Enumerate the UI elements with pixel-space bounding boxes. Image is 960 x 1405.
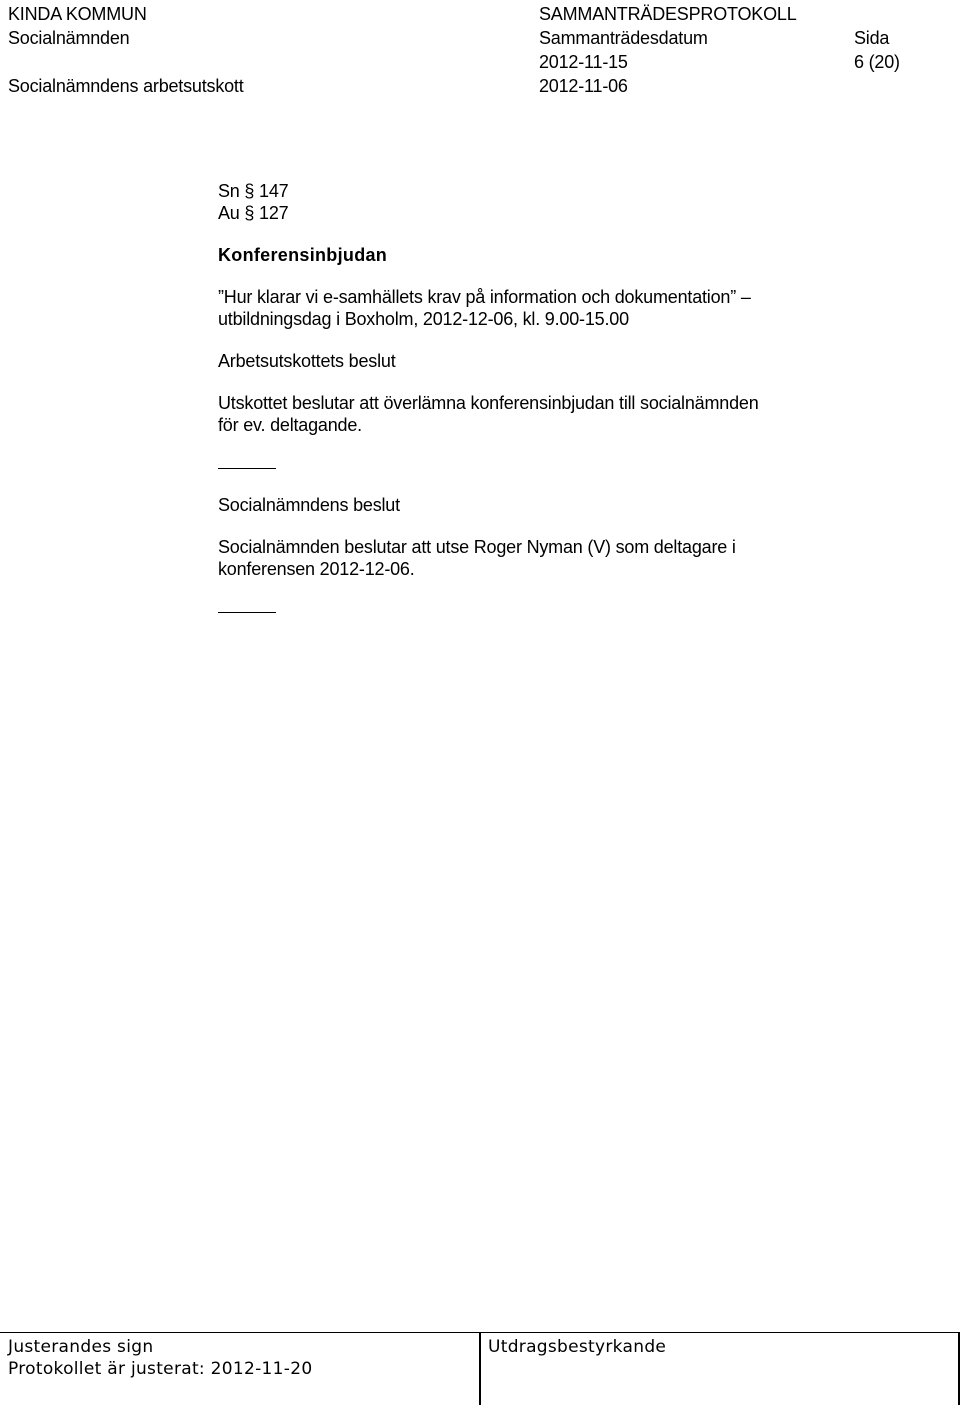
subcommittee-name: Socialnämndens arbetsutskott: [8, 76, 244, 96]
footer-edge: [958, 1333, 960, 1405]
meeting-date-label: Sammanträdesdatum: [539, 28, 708, 48]
sn-decision-line-1: Socialnämnden beslutar att utse Roger Nyman (V) som deltagare i: [218, 537, 736, 557]
document-type: SAMMANTRÄDESPROTOKOLL: [539, 4, 797, 24]
sn-reference: Sn § 147: [218, 181, 289, 201]
page-number: 6 (20): [854, 52, 900, 72]
agenda-item: [218, 180, 858, 618]
extract-label: Utdragsbestyrkande: [488, 1337, 667, 1357]
committee-name: Socialnämnden: [8, 28, 130, 48]
sn-decision-heading: Socialnämndens beslut: [218, 495, 400, 515]
section-divider: [218, 456, 858, 474]
sign-label: Justerandes sign: [8, 1337, 154, 1357]
sn-decision-line-2: konferensen 2012-12-06.: [218, 559, 415, 579]
item-description-line-2: utbildningsdag i Boxholm, 2012-12-06, kl. 9.00-15.00: [218, 309, 629, 329]
org-name: KINDA KOMMUN: [8, 4, 147, 24]
meeting-date: 2012-11-15: [539, 52, 628, 72]
verified-text: Protokollet är justerat: 2012-11-20: [8, 1359, 313, 1379]
subcommittee-date: 2012-11-06: [539, 76, 628, 96]
page-label: Sida: [854, 28, 890, 48]
au-decision-line-2: för ev. deltagande.: [218, 415, 362, 435]
au-decision-heading: Arbetsutskottets beslut: [218, 351, 396, 371]
section-divider-end: [218, 600, 858, 618]
au-decision-line-1: Utskottet beslutar att överlämna konferensinbjudan till socialnämnden: [218, 393, 759, 413]
au-reference: Au § 127: [218, 203, 289, 223]
item-title: Konferensinbjudan: [218, 245, 388, 265]
item-description-line-1: ”Hur klarar vi e-samhällets krav på information och dokumentation” –: [218, 287, 751, 307]
footer-divider: [479, 1333, 481, 1405]
page-footer: [0, 1332, 960, 1405]
